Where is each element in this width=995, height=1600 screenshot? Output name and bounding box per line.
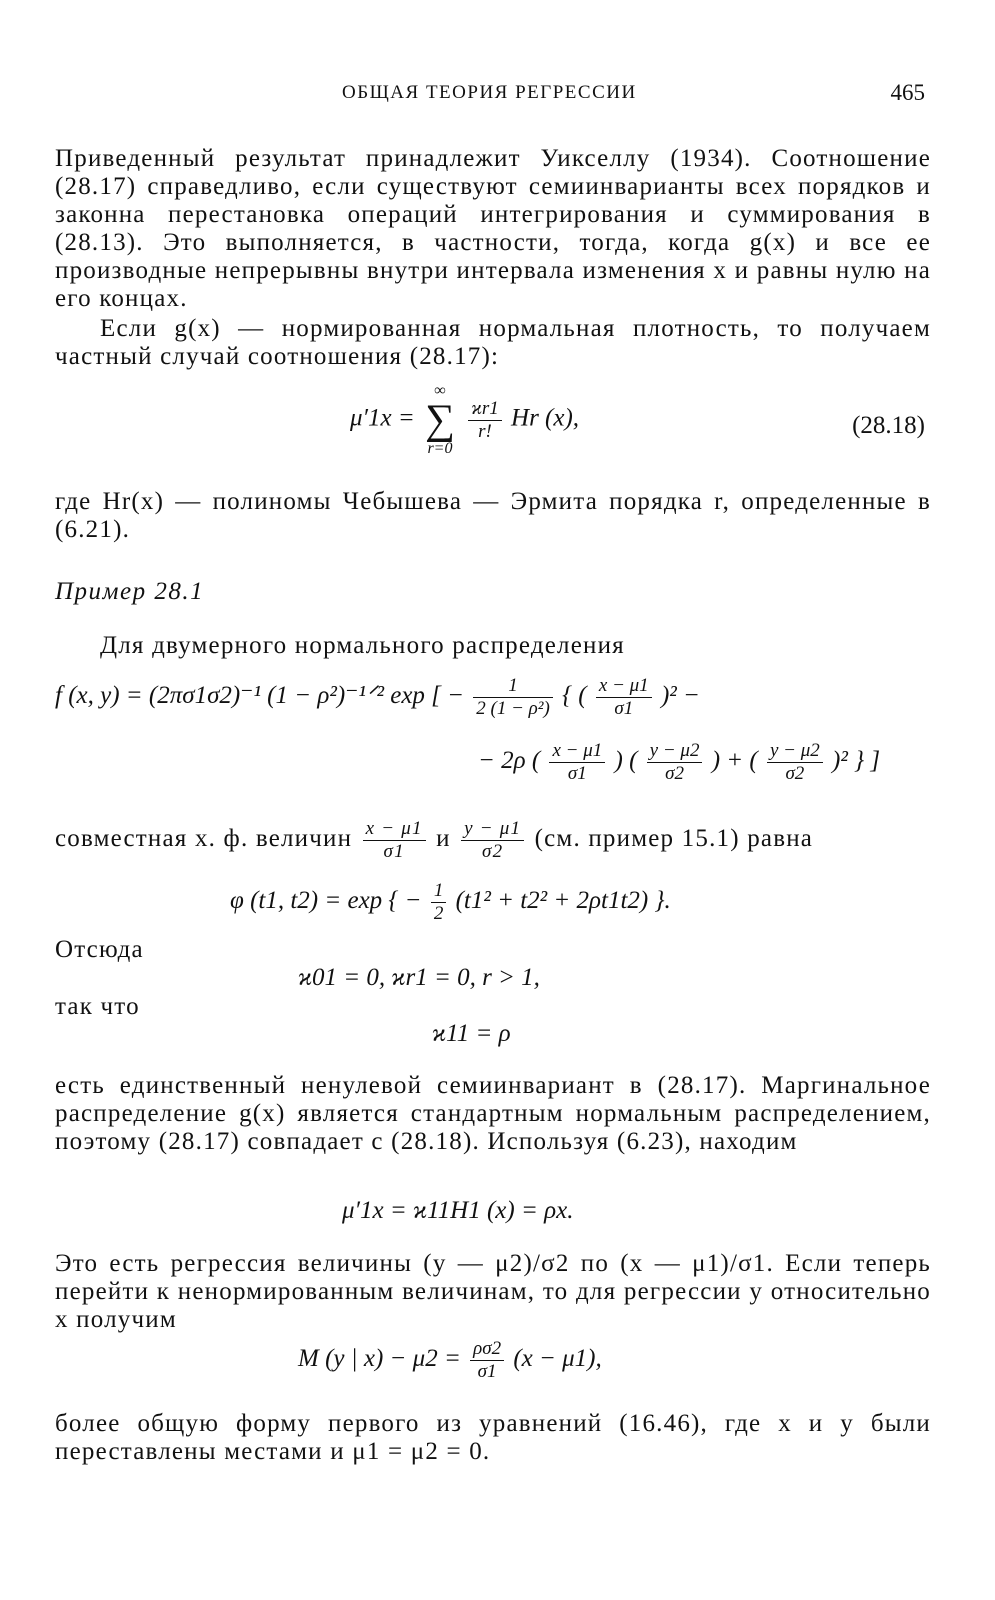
paragraph-regression: Это есть регрессия величины (y — μ2)/σ2 по (x — μ1)/σ1. Если теперь перейти к ненормированным величинам, то для регрессии y относительно x получим: [55, 1250, 931, 1333]
kappa11-equation: ϰ11 = ρ: [432, 1020, 511, 1047]
sum-sign: ∑: [424, 397, 455, 443]
regression-rhs: (x − μ1),: [513, 1345, 602, 1373]
char-function-lhs: φ (t1, t2) = exp { −: [230, 887, 422, 915]
equation-number: (28.18): [852, 412, 925, 439]
label-hence: Отсюда: [55, 936, 144, 963]
fraction-inline-y: [461, 818, 524, 863]
regression-lhs: M (y | x) − μ2 =: [298, 1345, 461, 1373]
char-function-rhs: (t1² + t2² + 2ρt1t2) }.: [455, 887, 671, 915]
fraction-x-standardized: [549, 740, 605, 785]
density-tail: )² −: [660, 682, 700, 710]
fraction-y-standardized: [647, 740, 703, 785]
fraction-numerator: y − μ2: [767, 740, 823, 763]
sum-operator: [425, 382, 455, 458]
fraction-denominator: σ1: [383, 841, 405, 862]
fraction-denominator: σ1: [567, 763, 587, 784]
sum-lower-limit: r=0: [427, 440, 453, 457]
fraction-numerator: ρσ2: [470, 1338, 504, 1361]
joint-cf-prefix: совместная х. ф. величин: [55, 825, 353, 853]
fraction-numerator: 1: [431, 880, 447, 903]
fraction-one-half: [431, 880, 447, 925]
joint-cf-suffix: (см. пример 15.1) равна: [534, 825, 814, 853]
density-line2-end: )² } ]: [832, 747, 881, 775]
paragraph-unique-cumulant: есть единственный ненулевой семиинвариант в (28.17). Маргинальное распределение g(x) является стандартным нормальным распределением, поэтому (28.17) совпадает с (28.18). Используя (6.23), находим: [55, 1072, 931, 1155]
fraction-denominator: σ2: [482, 841, 504, 862]
fraction-inline-x: [363, 818, 426, 863]
fraction-numerator: 1: [473, 675, 553, 698]
chapter-title: ОБЩАЯ ТЕОРИЯ РЕГРЕССИИ: [342, 82, 637, 103]
joint-cf-and: и: [436, 825, 451, 853]
fraction-y-standardized-2: [767, 740, 823, 785]
equation-28-18: [350, 382, 579, 458]
fraction-numerator: y − μ2: [647, 740, 703, 763]
fraction-denominator: σ1: [614, 698, 634, 719]
sum-upper-limit: ∞: [434, 382, 446, 399]
fraction-numerator: y − μ1: [461, 818, 524, 841]
mu-result-equation: μ′1x = ϰ11H1 (x) = ρx.: [342, 1197, 574, 1224]
fraction-numerator: ϰr1: [468, 398, 502, 421]
fraction-numerator: x − μ1: [596, 675, 652, 698]
paragraph-joint-cf: [55, 818, 931, 863]
fraction-denominator: σ2: [665, 763, 684, 784]
fraction-denominator: σ2: [785, 763, 805, 784]
page-number: 465: [890, 80, 925, 105]
density-line2-plus: ) + (: [711, 747, 758, 775]
density-line2-lead: − 2ρ (: [478, 747, 541, 775]
fraction-rho-sigma: [470, 1338, 504, 1383]
density-line2-join: ) (: [614, 747, 638, 775]
example-title: Пример 28.1: [55, 578, 205, 605]
paragraph-wicksell: Приведенный результат принадлежит Уикселлу (1934). Соотношение (28.17) справедливо, если существуют семиинварианты всех порядков и законна перестановка операций интегрирования и суммирования в (28.13). Это выполняется, в частности, тогда, когда g(x) и все ее производные непрерывны внутри интервала изменения x и равны нулю на его концах.: [55, 145, 931, 312]
fraction-numerator: x − μ1: [363, 818, 426, 841]
eq-28-18-lhs: μ′1x =: [350, 404, 415, 432]
fraction-denominator: σ1: [477, 1361, 497, 1382]
density-lhs: f (x, y) = (2πσ1σ2)⁻¹ (1 − ρ²)⁻¹ᐟ² exp [ −: [55, 682, 465, 710]
paragraph-general-form: более общую форму первого из уравнений (16.46), где x и y были переставлены местами и μ1 = μ2 = 0.: [55, 1410, 931, 1465]
char-function-equation: [230, 880, 671, 925]
density-formula-line2: [478, 740, 880, 785]
eq-28-18-rhs: Hr (x),: [511, 404, 580, 432]
label-so-that: так что: [55, 993, 140, 1020]
fraction-denominator: 2: [433, 903, 444, 924]
fraction-numerator: x − μ1: [549, 740, 605, 763]
regression-equation: [298, 1338, 602, 1383]
density-brace: { (: [562, 682, 587, 710]
paragraph-hermite: где Hr(x) — полиномы Чебышева — Эрмита порядка r, определенные в (6.21).: [55, 488, 932, 543]
density-formula-line1: [55, 675, 700, 720]
fraction-x-standardized: [596, 675, 652, 720]
fraction-denominator: 2 (1 − ρ²): [476, 698, 550, 719]
fraction-denominator: r!: [478, 420, 492, 442]
paragraph-bivariate-intro: Для двумерного нормального распределения: [100, 632, 625, 659]
fraction-kappa-over-factorial: [468, 398, 502, 443]
cumulants-equation: ϰ01 = 0, ϰr1 = 0, r > 1,: [298, 964, 540, 991]
running-header: [0, 80, 995, 112]
fraction-one-over-2-one-minus-rho: [473, 675, 553, 720]
paragraph-normal-density: Если g(x) — нормированная нормальная плотность, то получаем частный случай соотношения (28.17):: [55, 315, 931, 370]
